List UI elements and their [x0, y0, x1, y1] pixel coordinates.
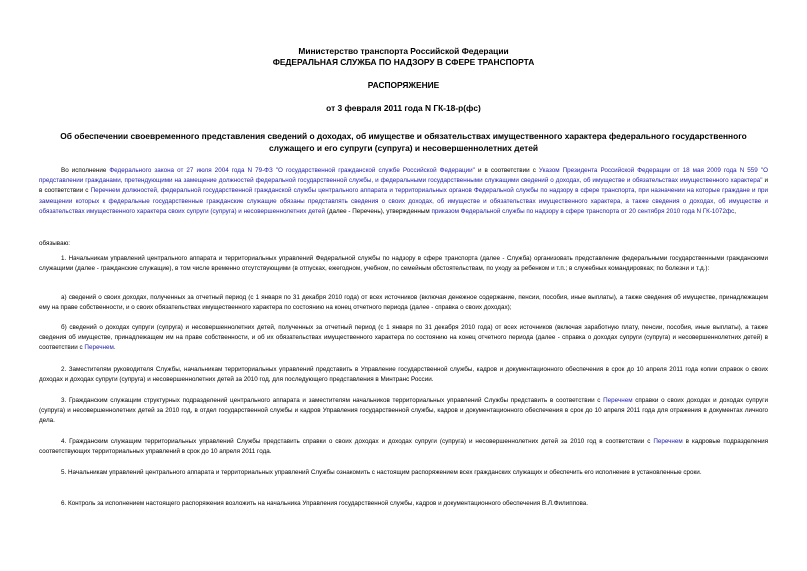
item-4	[39, 437, 768, 457]
item-text: справки о своих доходах и доходах супруги (супруга) и несовершеннолетних детей за 2010 год, в отдел государственной службы и кадров Управления государственной службы, кадров и документационного обеспечения в срок до 10 апреля 2011 года для отражения в документах личного дела.	[39, 397, 769, 425]
item-text: б) сведений о доходах супруги (супруга) и несовершеннолетних детей, полученных за отчетный период (с 1 января по 31 декабря 2010 года) от всех источников (включая заработную плату, пенсии, пособия, иные выплаты), а также сведения об имуществе, принадлежащем им на праве собственности, и об их обязательствах имущественного характера по состоянию на конец отчетного периода (далее - справка о доходах супруги (супруга) и несовершеннолетних детей) в соответствии с	[39, 324, 768, 352]
ministry-name: Министерство транспорта Российской Федерации	[298, 46, 509, 56]
item-text: 3. Гражданским служащим структурных подразделений центрального аппарата и заместителям начальников территориальных управлений Службы представить в соответствии с	[61, 397, 604, 404]
item-1b	[39, 323, 768, 354]
document-type: РАСПОРЯЖЕНИЕ	[367, 80, 440, 90]
item-text: 4. Гражданским служащим территориальных управлений Службы представить справки о своих доходах и доходах супруги (супруга) и несовершеннолетних детей за 2010 год в соответствии с	[61, 438, 654, 445]
federal-law-link[interactable]: Федерального закона от 27 июля 2004 года N 79-ФЗ "О государственной гражданской службе Российской Федерации"	[109, 167, 475, 174]
agency-name: ФЕДЕРАЛЬНАЯ СЛУЖБА ПО НАДЗОРУ В СФЕРЕ ТРАНСПОРТА	[272, 57, 535, 67]
document-title: Об обеспечении своевременного представления сведений о доходах, об имуществе и обязательствах имущественного характера федерального государственного служащего и его супруги (супруга) и несовершеннолетних детей	[60, 131, 747, 153]
item-text: .	[113, 344, 116, 352]
item-6: 6. Контроль за исполнением настоящего распоряжения возложить на начальника Управления государственной службы, кадров и документационного обеспечения В.Л.Филиппова.	[61, 500, 589, 507]
list-link[interactable]: Перечнем	[603, 397, 633, 404]
preamble-text: и в соответствии с	[474, 167, 539, 174]
preamble-text: ,	[734, 207, 737, 215]
presidential-decree-link[interactable]: Указом Президента Российской Федерации от 18 мая 2009 года N 559 "О представлении гражданами, претендующими на замещение должностей федеральной государственной службы, и федеральными государственными служащими сведений о доходах, об имуществе и обязательствах имущественного характера"	[39, 167, 768, 185]
obligate-word: обязываю:	[39, 240, 71, 247]
positions-list-link[interactable]: Перечнем должностей, федеральной государственной гражданской службы центрального аппарата и территориальных органов Федеральной службы по надзору в сфере транспорта, при назначении на которые граждане и при замещении которых к федеральные государственные гражданские служащие обязаны представлять сведения о своих доходах, об имуществе и обязательствах имущественного характера, а также сведения о доходах, об имуществе и обязательствах имущественного характера своих супруги (супруга) и несовершеннолетних детей	[39, 187, 768, 215]
item-3	[39, 396, 768, 427]
preamble-text: (далее - Перечень), утвержденным	[324, 207, 432, 215]
item-1: 1. Начальникам управлений центрального аппарата и территориальных управлений Федеральной службы по надзору в сфере транспорта (далее - Служба) организовать представление федеральными государственными гражданскими служащими (далее - гражданские служащие), в том числе временно отсутствующими (в отпусках, ежегодном, учебном, по семейным обстоятельствам, по уходу за ребенком и т.п.; в служебных командировках; по болезни и т.д.):	[39, 255, 768, 273]
preamble-paragraph	[39, 166, 768, 217]
list-link[interactable]: Перечнем	[653, 438, 683, 445]
item-2: 2. Заместителям руководителя Службы, начальникам территориальных управлений представить в Управление государственной службы, кадров и документационного обеспечения в срок до 10 апреля 2011 года копии справок о своих доходах и доходах супруги (супруга) и несовершеннолетних детей за 2010 год, для последующего представления в Минтранс России.	[39, 366, 768, 384]
list-link[interactable]: Перечнем	[84, 344, 114, 352]
preamble-text: и в соответствии с	[39, 177, 768, 195]
order-link[interactable]: приказом Федеральной службы по надзору в сфере транспорта от 20 сентября 2010 года N ГК-1072фс	[431, 207, 735, 215]
preamble-text: Во исполнение	[61, 167, 110, 174]
document-date-number: от 3 февраля 2011 года N ГК-18-р(фс)	[326, 103, 481, 113]
item-1a: а) сведений о своих доходах, полученных за отчетный период (с 1 января по 31 декабря 2010 года) от всех источников (включая денежное содержание, пенсии, пособия, иные выплаты), а также сведения об имуществе, принадлежащем ему на праве собственности, и о своих обязательствах имущественного характера по состоянию на конец отчетного периода (далее - справка о своих доходах);	[39, 294, 768, 312]
item-text: в кадровые подразделения соответствующих территориальных управлений в срок до 10 апреля 2011 года.	[39, 438, 769, 456]
item-5: 5. Начальникам управлений центрального аппарата и территориальных управлений Службы ознакомить с настоящим распоряжением всех гражданских служащих и обеспечить его исполнение в установленные сроки.	[61, 469, 702, 476]
